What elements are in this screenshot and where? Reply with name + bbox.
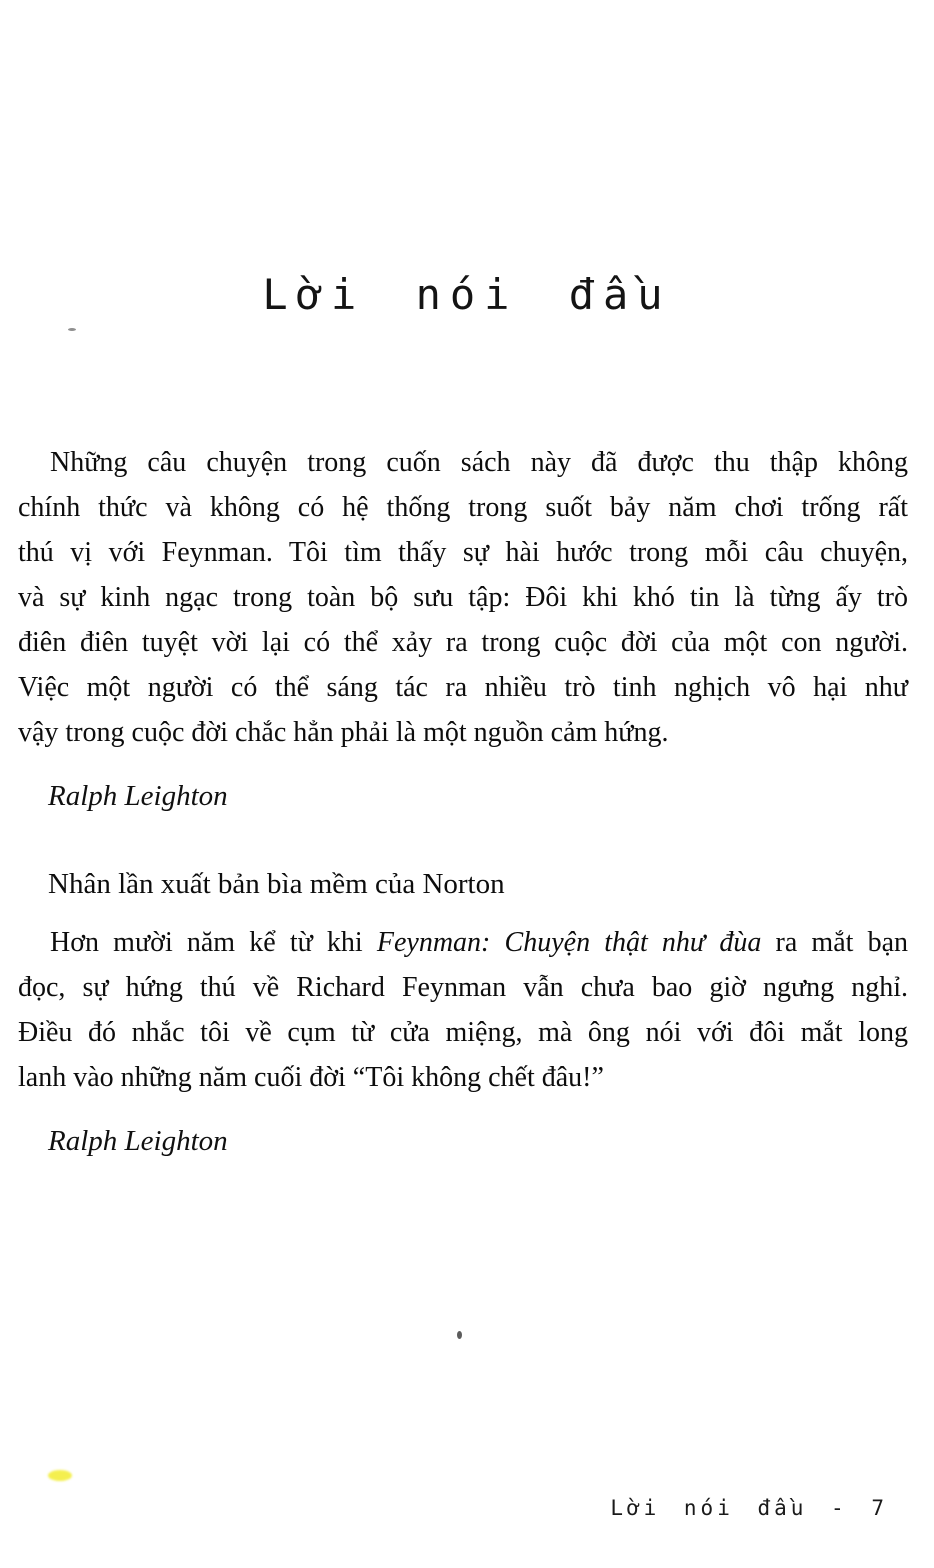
text-line: Việc một người có thể sáng tác ra nhiều trò tinh nghịch vô hại như — [18, 672, 908, 703]
scan-speck — [68, 328, 76, 331]
text-line: thú vị với Feynman. Tôi tìm thấy sự hài hước trong mỗi câu chuyện, — [18, 537, 908, 568]
yellow-highlighter-stain — [48, 1470, 72, 1481]
running-footer-page-number: Lời nói đầu - 7 — [610, 1496, 888, 1520]
author-signature: Ralph Leighton — [48, 780, 228, 812]
text-segment: Hơn mười năm kể từ khi — [50, 927, 377, 958]
chapter-title: Lời nói đầu — [262, 270, 672, 319]
paragraph-preface-1 — [18, 440, 908, 755]
text-line: và sự kinh ngạc trong toàn bộ sưu tập: Đôi khi khó tin là từng ấy trò — [18, 582, 908, 613]
text-segment: ra mắt bạn — [761, 927, 909, 958]
paragraph-preface-2 — [18, 920, 908, 1100]
text-line: lanh vào những năm cuối đời “Tôi không chết đâu!” — [18, 1062, 604, 1093]
text-line: điên điên tuyệt vời lại có thể xảy ra trong cuộc đời của một con người. — [18, 627, 908, 658]
text-line — [18, 920, 908, 965]
italic-book-title: Feynman: Chuyện thật như đùa — [376, 927, 762, 958]
text-line: Những câu chuyện trong cuốn sách này đã được thu thập không — [50, 447, 908, 478]
scan-speck — [457, 1331, 462, 1339]
text-line: chính thức và không có hệ thống trong suốt bảy năm chơi trống rất — [18, 492, 908, 523]
text-line: đọc, sự hứng thú về Richard Feynman vẫn chưa bao giờ ngưng nghỉ. — [18, 972, 908, 1003]
section-subheading: Nhân lần xuất bản bìa mềm của Norton — [48, 868, 505, 900]
text-line: Điều đó nhắc tôi về cụm từ cửa miệng, mà ông nói với đôi mắt long — [18, 1017, 908, 1048]
author-signature: Ralph Leighton — [48, 1125, 228, 1157]
text-line: vậy trong cuộc đời chắc hẳn phải là một nguồn cảm hứng. — [18, 717, 669, 748]
